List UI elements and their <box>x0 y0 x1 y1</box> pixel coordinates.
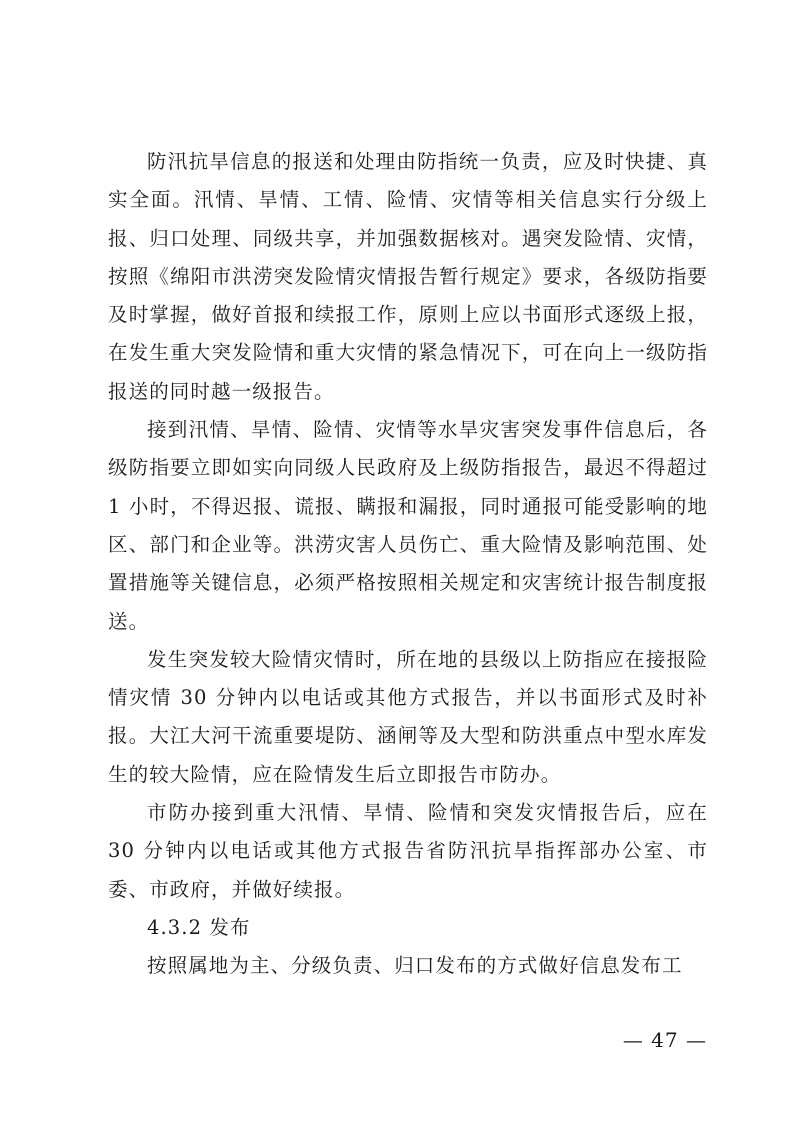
paragraph-city-office: 市防办接到重大汛情、旱情、险情和突发灾情报告后，应在 30 分钟内以电话或其他方式报告省防汛抗旱指挥部办公室、市委、市政府，并做好续报。 <box>108 801 708 901</box>
paragraph-event-reporting: 接到汛情、旱情、险情、灾情等水旱灾害突发事件信息后，各级防指要立即如实向同级人民政府及上级防指报告，最迟不得超过 1 小时，不得迟报、谎报、瞒报和漏报，同时通报可能受影响的地区、部门和企业等。洪涝灾害人员伤亡、重大险情及影响范围、处置措施等关键信息，必须严格按照相关规定和灾害统计报告制度报送。 <box>108 418 708 633</box>
section-heading: 4.3.2 发布 <box>147 915 251 939</box>
paragraph-release: 按照属地为主、分级负责、归口发布的方式做好信息发布工 <box>147 954 683 978</box>
page-number: — 47 — <box>622 1028 707 1052</box>
body-text <box>108 143 708 986</box>
paragraph-major-danger: 发生突发较大险情灾情时，所在地的县级以上防指应在接报险情灾情 30 分钟内以电话或其他方式报告，并以书面形式及时补报。大江大河干流重要堤防、涵闸等及大型和防洪重点中型水库发生的较大险情，应在险情发生后立即报告市防办。 <box>108 647 708 786</box>
paragraph-info-reporting: 防汛抗旱信息的报送和处理由防指统一负责，应及时快捷、真实全面。汛情、旱情、工情、险情、灾情等相关信息实行分级上报、归口处理、同级共享，并加强数据核对。遇突发险情、灾情，按照《绵阳市洪涝突发险情灾情报告暂行规定》要求，各级防指要及时掌握，做好首报和续报工作，原则上应以书面形式逐级上报，在发生重大突发险情和重大灾情的紧急情况下，可在向上一级防指报送的同时越一级报告。 <box>108 150 708 403</box>
